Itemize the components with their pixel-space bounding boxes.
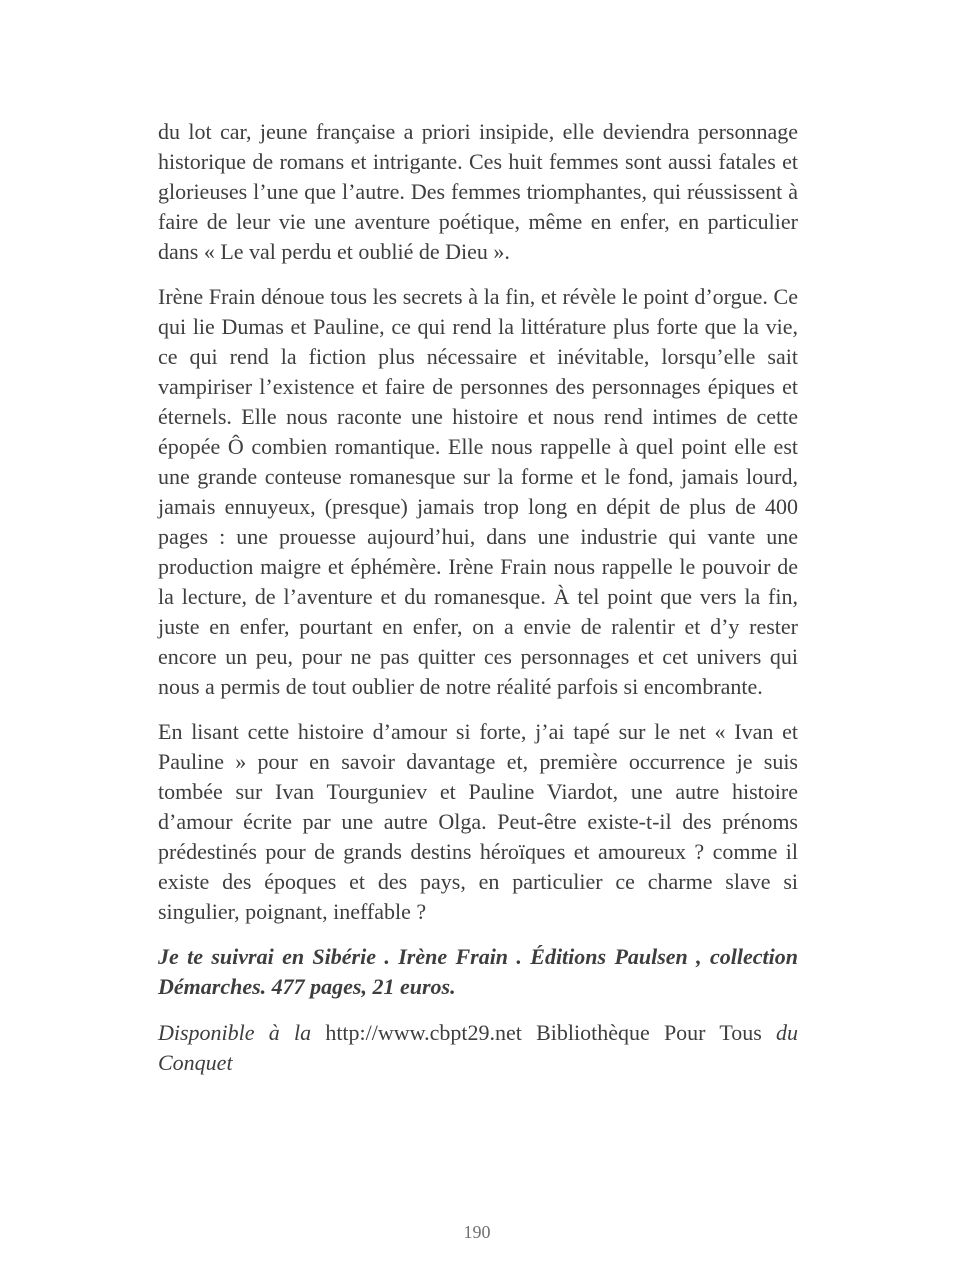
paragraph-women-portraits: du lot car, jeune française a priori insipide, elle deviendra personnage historique de romans et intrigante. Ces huit femmes sont aussi fatales et glorieuses l’une que l’autre. Des femmes triomphantes, qui réussissent à faire de leur vie une aventure poétique, même en enfer, en particulier dans « Le val perdu et oublié de Dieu ».	[158, 119, 798, 264]
paragraph-ivan-et-pauline: En lisant cette histoire d’amour si forte, j’ai tapé sur le net « Ivan et Pauline » pour en savoir davantage et, première occurrence je suis tombée sur Ivan Tourguniev et Pauline Viardot, une autre histoire d’amour écrite par une autre Olga. Peut-être existe-t-il des prénoms prédestinés pour de grands destins héroïques et amoureux ? comme il existe des époques et des pays, en particulier ce charme slave si singulier, poignant, ineffable ?	[158, 719, 798, 924]
text-column	[158, 117, 798, 1078]
availability-tail-text: du Conquet	[158, 1020, 799, 1075]
availability-library-name: Bibliothèque Pour Tous	[521, 1020, 777, 1045]
availability-url[interactable]: http://www.cbpt29.net	[325, 1020, 522, 1045]
book-reference-line: Je te suivrai en Sibérie . Irène Frain . Éditions Paulsen , collection Démarches. 477 pages, 21 euros.	[158, 944, 798, 999]
availability-lead-text: Disponible à la	[158, 1020, 326, 1045]
paragraph-irene-frain-review: Irène Frain dénoue tous les secrets à la fin, et révèle le point d’orgue. Ce qui lie Dumas et Pauline, ce qui rend la littérature plus forte que la vie, ce qui rend la fiction plus nécessaire et inévitable, lorsqu’elle sait vampiriser l’existence et faire de personnes des personnages épiques et éternels. Elle nous raconte une histoire et nous rend intimes de cette épopée Ô combien romantique. Elle nous rappelle à quel point elle est une grande conteuse romanesque sur la forme et le fond, jamais lourd, jamais ennuyeux, (presque) jamais trop long en dépit de plus de 400 pages : une prouesse aujourd’hui, dans une industrie qui vante une production maigre et éphémère. Irène Frain nous rappelle le pouvoir de la lecture, de l’aventure et du romanesque. À tel point que vers la fin, juste en enfer, pourtant en enfer, on a envie de ralentir et d’y rester encore un peu, pour ne pas quitter ces personnages et cet univers qui nous a permis de tout oublier de notre réalité parfois si encombrante.	[158, 284, 798, 699]
availability-note	[158, 1018, 798, 1078]
page-number: 190	[463, 1222, 491, 1242]
